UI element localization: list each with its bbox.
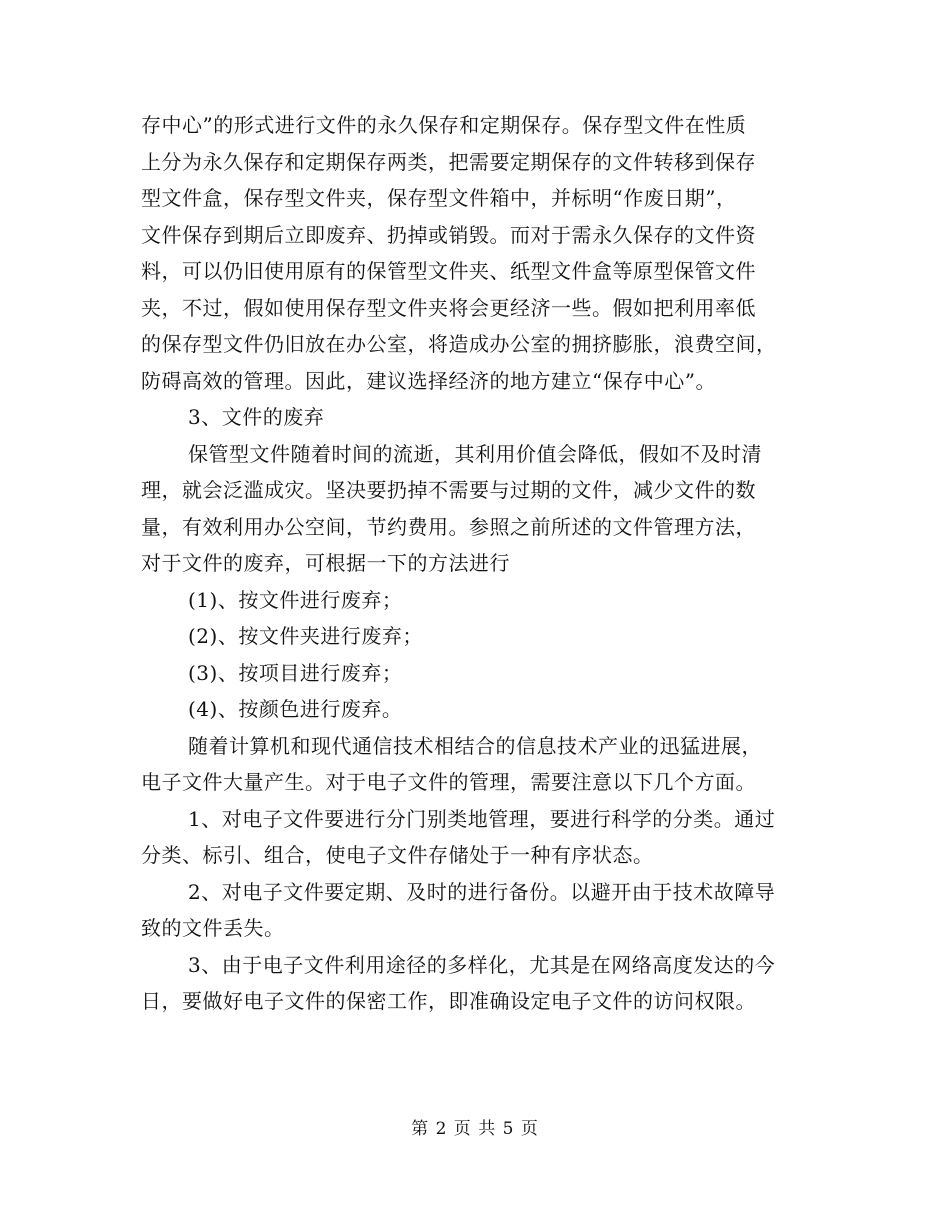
- text-line: 1、对电子文件要进行分门别类地管理，要进行科学的分类。通过: [188, 806, 776, 831]
- text-line: 存中心”的形式进行文件的永久保存和定期保存。保存型文件在性质: [141, 113, 747, 137]
- text-line: 文件保存到期后立即废弃、扔掉或销毁。而对于需永久保存的文件资: [141, 222, 756, 247]
- text-line: 随着计算机和现代通信技术相结合的信息技术产业的迅猛进展，: [188, 733, 762, 758]
- text-line: 对于文件的废弃，可根据一下的方法进行: [141, 551, 510, 575]
- text-line: 理，就会泛滥成灾。坚决要扔掉不需要与过期的文件，减少文件的数: [141, 478, 756, 502]
- text-line: 料，可以仍旧使用原有的保管型文件夹、纸型文件盒等原型保管文件: [141, 259, 756, 283]
- list-item: (1)、按文件进行废弃；: [188, 587, 403, 612]
- text-line: 致的文件丢失。: [141, 916, 285, 940]
- page-number-footer: 第 2 页 共 5 页: [411, 1119, 539, 1139]
- text-line: 3、由于电子文件利用途径的多样化，尤其是在网络高度发达的今: [188, 952, 776, 977]
- section-heading: 3、文件的废弃: [188, 405, 325, 429]
- text-line: 夹，不过，假如使用保存型文件夹将会更经济一些。假如把利用率低: [141, 295, 756, 320]
- text-line: 保管型文件随着时间的流逝，其利用价值会降低，假如不及时清: [188, 441, 762, 466]
- text-line: 分类、标引、组合，使电子文件存储处于一种有序状态。: [141, 843, 654, 867]
- text-line: 日，要做好电子文件的保密工作，即准确设定电子文件的访问权限。: [141, 989, 756, 1013]
- text-line: 防碍高效的管理。因此，建议选择经济的地方建立“保存中心”。: [141, 368, 716, 393]
- list-item: (3)、按项目进行废弃；: [188, 660, 403, 685]
- list-item: (4)、按颜色进行废弃。: [188, 697, 403, 721]
- list-item: (2)、按文件夹进行废弃；: [188, 624, 423, 648]
- text-line: 的保存型文件仍旧放在办公室，将造成办公室的拥挤膨胀，浪费空间，: [141, 332, 777, 356]
- text-line: 量，有效利用办公空间，节约费用。参照之前所述的文件管理方法，: [141, 514, 756, 539]
- text-line: 电子文件大量产生。对于电子文件的管理，需要注意以下几个方面。: [141, 770, 756, 794]
- text-line: 型文件盒，保存型文件夹，保存型文件箱中，并标明“作废日期”，: [141, 186, 737, 210]
- text-line: 上分为永久保存和定期保存两类，把需要定期保存的文件转移到保存: [141, 149, 756, 174]
- document-body: [141, 107, 811, 1020]
- text-line: 2、对电子文件要定期、及时的进行备份。以避开由于技术故障导: [188, 879, 776, 904]
